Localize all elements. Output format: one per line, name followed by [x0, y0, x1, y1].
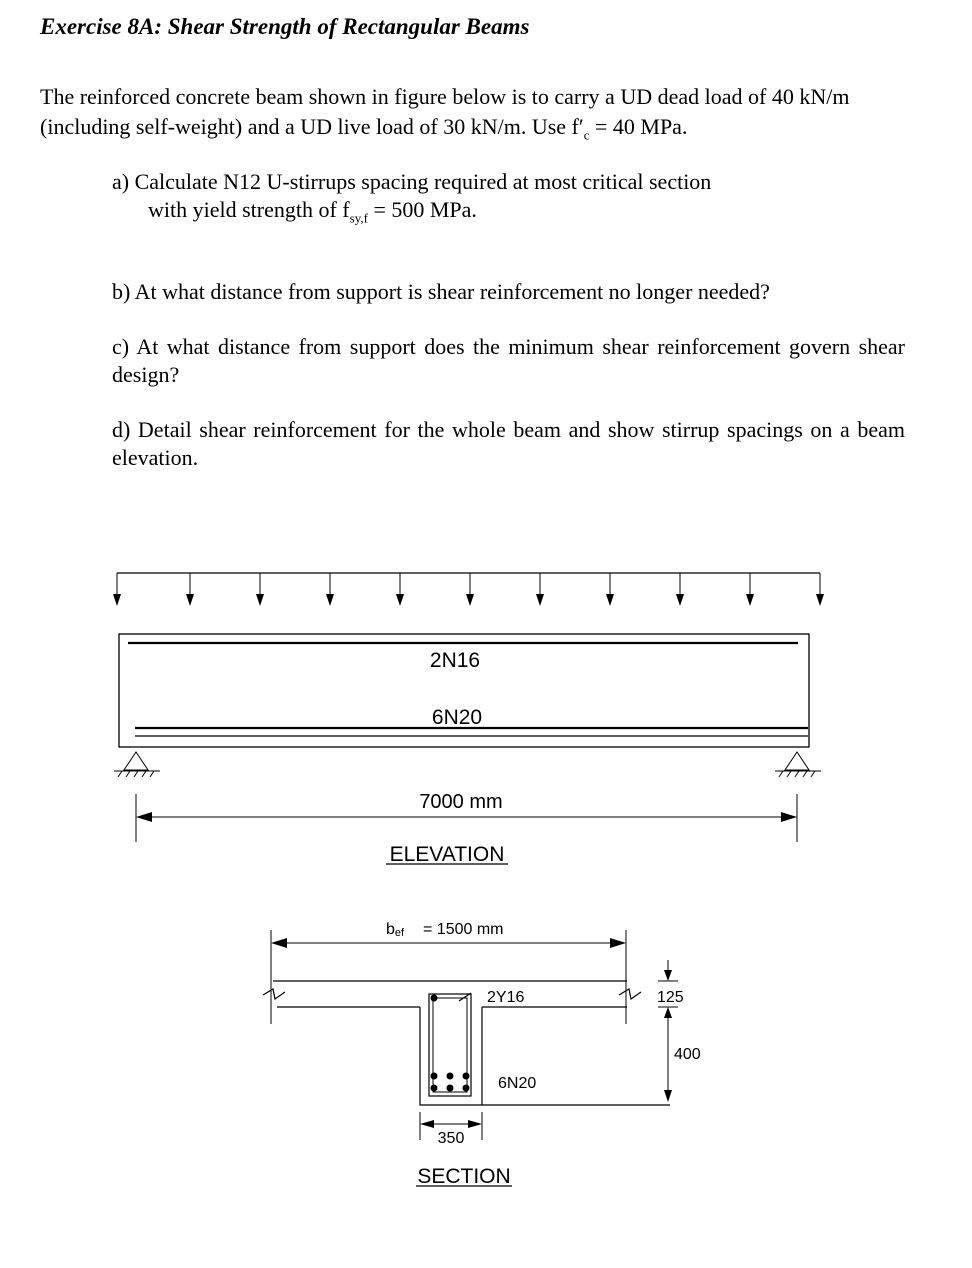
bottom-bar	[463, 1085, 470, 1092]
exercise-title: Exercise 8A: Shear Strength of Rectangular Beams	[40, 14, 530, 39]
section-top-bars-label: 2Y16	[487, 989, 525, 1006]
left-pin-support	[114, 752, 160, 777]
load-arrows	[113, 573, 824, 606]
bef-value: = 1500 mm	[423, 921, 504, 938]
elevation-caption: ELEVATION	[389, 843, 505, 866]
bottom-bar	[447, 1073, 454, 1080]
bef-label: bef	[386, 921, 405, 939]
question-a-line-1: a) Calculate N12 U-stirrups spacing required at most critical section	[112, 169, 712, 194]
span-dimension	[136, 791, 797, 842]
intro-line-1: The reinforced concrete beam shown in figure below is to carry a UD dead load of 40 kN/m	[40, 84, 850, 109]
beam-elevation	[119, 634, 809, 747]
span-label: 7000 mm	[419, 791, 503, 813]
elevation-bottom-bars-label: 6N20	[431, 706, 483, 729]
web-width-label: 350	[437, 1130, 465, 1147]
question-a-line-2: with yield strength of $f_{sy,f} = 500$ MPa.	[148, 197, 477, 226]
intro-line-2: (including self-weight) and a UD live load of 30 kN/m. Use $f'_c = 40$ MPa.	[40, 114, 688, 143]
flange-depth-label: 125	[657, 989, 684, 1006]
question-d: d) Detail shear reinforcement for the whole beam and show stirrup spacings on a beam elevation.	[112, 417, 905, 470]
stirrup-and-bars	[429, 989, 536, 1096]
elevation-top-bars-label: 2N16	[429, 649, 481, 672]
bottom-bar	[431, 1085, 438, 1092]
bottom-bar	[431, 1073, 438, 1080]
question-c: c) At what distance from support does the minimum shear reinforcement govern shear design?	[112, 334, 905, 387]
flange-width-dimension	[271, 921, 626, 1024]
top-bar	[431, 995, 438, 1002]
web-width-dimension	[420, 1112, 482, 1147]
right-pin-support	[775, 752, 821, 777]
question-b: b) At what distance from support is shear reinforcement no longer needed?	[112, 279, 770, 304]
bottom-bar	[463, 1073, 470, 1080]
depth-dimensions	[657, 960, 701, 1102]
distributed-load	[113, 573, 824, 606]
total-depth-label: 400	[674, 1046, 701, 1063]
bottom-bar	[447, 1085, 454, 1092]
section-bottom-bars-label: 6N20	[498, 1075, 537, 1092]
section-caption: SECTION	[417, 1165, 511, 1188]
